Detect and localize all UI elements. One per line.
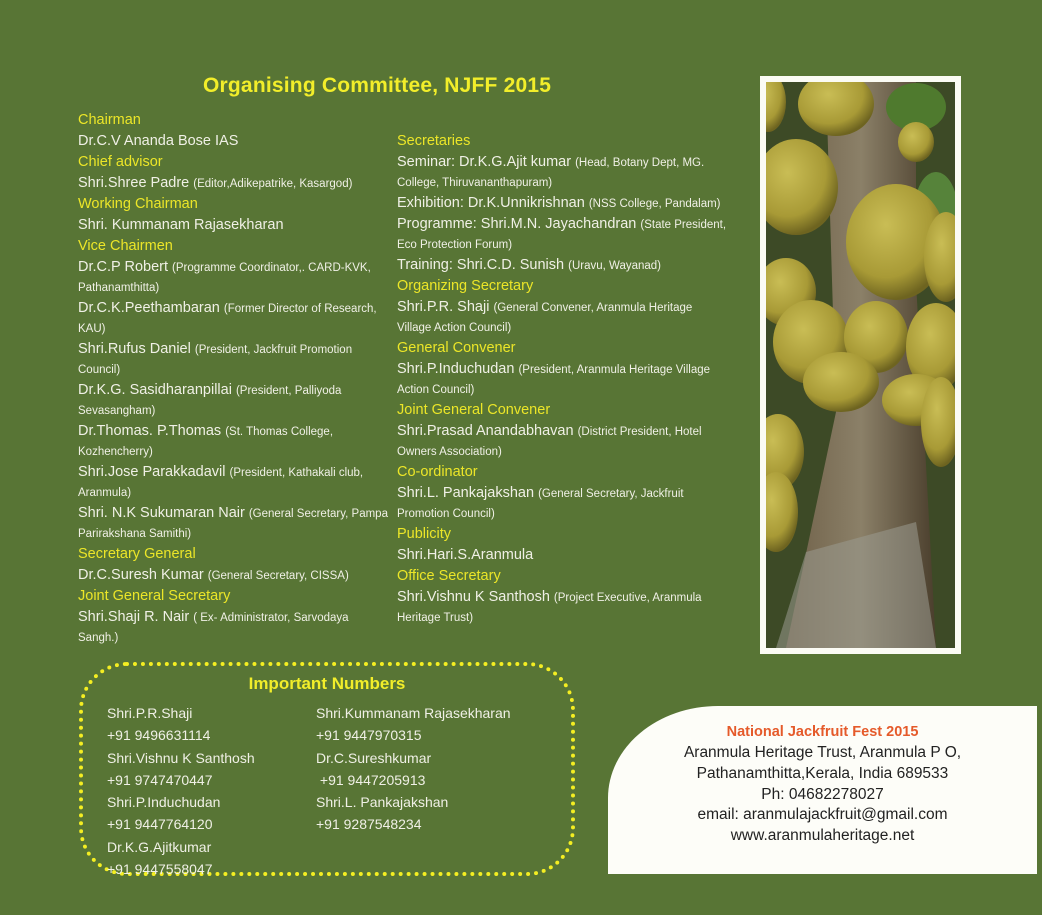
- jackfruit-tree-photo: [766, 82, 955, 648]
- member-affiliation: (President, Jackfruit Promotion Council): [78, 344, 353, 376]
- important-numbers-left-column: [107, 702, 255, 880]
- contact-person-phone[interactable]: +91 9447764120: [107, 816, 213, 833]
- member-affiliation: (District President, Hotel Owners Association): [397, 426, 702, 458]
- contact-website[interactable]: www.aranmulaheritage.net: [730, 827, 915, 845]
- member-affiliation: (Former Director of Research, KAU): [78, 303, 377, 335]
- contact-person-name: Dr.K.G.Ajitkumar: [107, 838, 212, 855]
- committee-role-heading: Chief advisor: [78, 154, 163, 170]
- member-name: Programme: Shri.M.N. Jayachandran: [397, 216, 637, 232]
- member-affiliation: (Uravu, Wayanad): [568, 260, 662, 272]
- contact-person-name: Dr.C.Sureshkumar: [316, 749, 432, 766]
- member-affiliation: (General Secretary, CISSA): [207, 570, 349, 582]
- committee-member: [397, 359, 727, 400]
- member-name: Dr.C.V Ananda Bose IAS: [78, 133, 239, 149]
- page-title: Organising Committee, NJFF 2015: [203, 74, 552, 97]
- member-name: Dr.K.G. Sasidharanpillai: [78, 382, 232, 398]
- member-affiliation: ( Ex- Administrator, Sarvodaya Sangh.): [78, 612, 349, 644]
- committee-member: [397, 214, 727, 255]
- committee-role-heading: Working Chairman: [78, 196, 198, 212]
- committee-member: [78, 339, 388, 380]
- member-affiliation: (Editor,Adikepatrike, Kasargod): [193, 178, 353, 190]
- contact-person-name: Shri.L. Pankajakshan: [316, 794, 449, 811]
- member-affiliation: (President, Kathakali club, Aranmula): [78, 467, 364, 499]
- committee-member: [78, 173, 388, 194]
- contact-person-phone[interactable]: +91 9287548234: [316, 816, 422, 833]
- member-affiliation: (St. Thomas College, Kozhencherry): [78, 426, 334, 458]
- committee-role-heading: Joint General Convener: [397, 402, 551, 418]
- member-name: Dr.C.K.Peethambaran: [78, 300, 220, 316]
- member-affiliation: (General Secretary, Jackfruit Promotion Council): [397, 488, 684, 520]
- member-affiliation: (Project Executive, Aranmula Heritage Trust): [397, 592, 702, 624]
- contact-person-phone[interactable]: +91 9447970315: [316, 727, 422, 744]
- committee-role-heading: Secretary General: [78, 546, 196, 562]
- member-name: Shri. N.K Sukumaran Nair: [78, 505, 245, 521]
- committee-role-heading: Organizing Secretary: [397, 278, 534, 294]
- committee-member: [397, 483, 727, 524]
- member-affiliation: (Programme Coordinator,. CARD-KVK, Pathanamthitta): [78, 262, 371, 294]
- member-name: Shri.Shree Padre: [78, 175, 190, 191]
- committee-member: [78, 257, 388, 298]
- contact-email[interactable]: email: aranmulajackfruit@gmail.com: [697, 806, 948, 824]
- committee-role-heading: Secretaries: [397, 133, 471, 149]
- committee-member: [78, 421, 388, 462]
- committee-member: [397, 545, 727, 566]
- committee-role-heading: Chairman: [78, 112, 141, 128]
- contact-person-phone[interactable]: +91 9447558047: [107, 861, 213, 878]
- committee-role-heading: Vice Chairmen: [78, 238, 173, 254]
- committee-role-heading: Office Secretary: [397, 568, 501, 584]
- member-affiliation: (President, Aranmula Heritage Village Action Council): [397, 364, 711, 396]
- committee-role-heading: Publicity: [397, 526, 451, 542]
- photo-frame: [760, 76, 961, 654]
- member-name: Dr.C.Suresh Kumar: [78, 567, 204, 583]
- member-name: Shri.L. Pankajakshan: [397, 485, 535, 501]
- important-numbers-title: Important Numbers: [248, 674, 406, 693]
- committee-member: [78, 565, 388, 586]
- committee-member: [78, 503, 388, 544]
- contact-card: [608, 706, 1037, 874]
- committee-member: [78, 215, 388, 236]
- contact-heading: National Jackfruit Fest 2015: [726, 724, 919, 740]
- contact-phone: Ph: 04682278027: [761, 785, 884, 803]
- member-affiliation: (NSS College, Pandalam): [588, 198, 721, 210]
- committee-member: [397, 297, 727, 338]
- committee-member: [78, 298, 388, 339]
- member-name: Shri. Kummanam Rajasekharan: [78, 217, 284, 233]
- member-name: Shri.Rufus Daniel: [78, 341, 191, 357]
- contact-person-phone[interactable]: +91 9747470447: [107, 771, 213, 788]
- committee-left-column: [78, 110, 388, 648]
- committee-member: [78, 607, 388, 648]
- contact-address-line1: Aranmula Heritage Trust, Aranmula P O,: [683, 744, 962, 761]
- member-affiliation: (Head, Botany Dept, MG. College, Thiruvananthapuram): [397, 157, 705, 189]
- committee-member: [78, 380, 388, 421]
- member-name: Shri.Jose Parakkadavil: [78, 464, 226, 480]
- committee-member: [78, 462, 388, 503]
- committee-role-heading: Joint General Secretary: [78, 588, 231, 604]
- contact-person-name: Shri.P.R.Shaji: [107, 705, 193, 721]
- contact-person-phone[interactable]: +91 9447205913: [316, 771, 426, 788]
- member-name: Shri.Hari.S.Aranmula: [397, 547, 534, 563]
- contact-person-name: Shri.P.Induchudan: [107, 794, 221, 811]
- committee-right-column: [397, 131, 727, 628]
- member-name: Shri.Vishnu K Santhosh: [397, 589, 550, 605]
- important-numbers-right-column: [316, 702, 511, 836]
- member-name: Dr.C.P Robert: [78, 259, 168, 275]
- important-numbers-box: [79, 662, 575, 876]
- member-name: Shri.Prasad Anandabhavan: [397, 423, 574, 439]
- member-affiliation: (General Secretary, Pampa Parirakshana Samithi): [78, 508, 388, 540]
- jackfruit-photo-illustration: [766, 82, 955, 648]
- member-name: Shri.P.R. Shaji: [397, 299, 490, 315]
- member-affiliation: (State President, Eco Protection Forum): [397, 219, 727, 251]
- member-name: Seminar: Dr.K.G.Ajit kumar: [397, 154, 572, 170]
- member-name: Dr.Thomas. P.Thomas: [78, 423, 222, 439]
- member-name: Exhibition: Dr.K.Unnikrishnan: [397, 195, 585, 211]
- committee-member: [397, 587, 727, 628]
- member-affiliation: (President, Palliyoda Sevasangham): [78, 385, 342, 417]
- member-name: Shri.Shaji R. Nair: [78, 609, 190, 625]
- member-name: Training: Shri.C.D. Sunish: [397, 257, 565, 273]
- committee-member: [78, 131, 388, 152]
- committee-role-heading: Co-ordinator: [397, 464, 478, 480]
- contact-person-name: Shri.Vishnu K Santhosh: [107, 749, 255, 766]
- committee-member: [397, 152, 727, 193]
- committee-member: [397, 193, 727, 214]
- contact-address-line2: Pathanamthitta,Kerala, India 689533: [696, 764, 949, 782]
- member-affiliation: (General Convener, Aranmula Heritage Village Action Council): [397, 302, 693, 334]
- member-name: Shri.P.Induchudan: [397, 361, 515, 377]
- committee-member: [397, 421, 727, 462]
- contact-person-name: Shri.Kummanam Rajasekharan: [316, 705, 511, 721]
- contact-person-phone[interactable]: +91 9496631114: [107, 727, 211, 744]
- committee-role-heading: General Convener: [397, 340, 516, 356]
- committee-member: [397, 255, 727, 276]
